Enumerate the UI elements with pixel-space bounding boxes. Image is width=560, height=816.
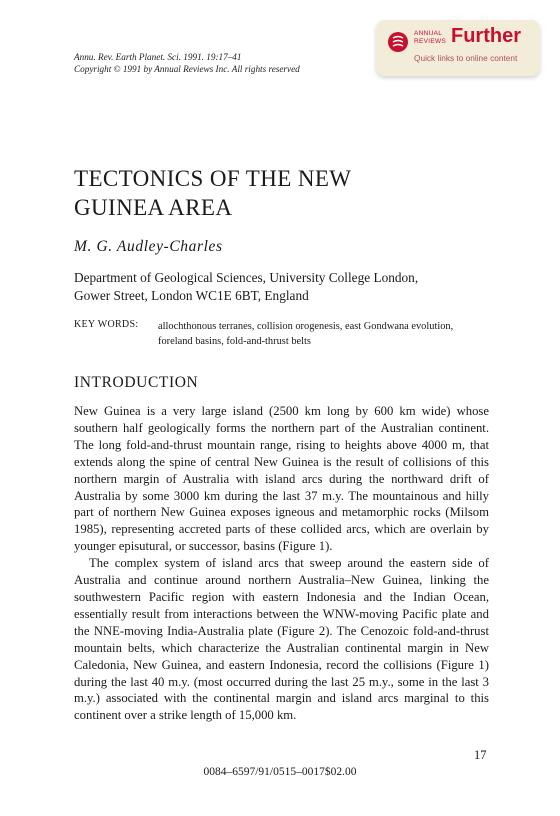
paragraph-1: New Guinea is a very large island (2500 km long by 600 km wide) whose southern half geologically forms the northern part of the Australian continent. The long fold-and-thrust mountain range, rising to heights above 4000 m, that extends along the spine of central New Guinea is the result of collisions of this northern margin of Australia with island arcs during the northward drift of Australia by some 3000 km during the last 37 m.y. The mountainous and hilly part of northern New Guinea exposes igneous and metamorphic rocks (Milsom 1985), representing accreted parts of these collided arcs, which are overlain by younger episutural, or successor, basins (Figure 1).	[74, 404, 489, 554]
author-affiliation	[74, 269, 418, 305]
annual-reviews-logo-icon	[388, 32, 408, 52]
article-title	[74, 164, 374, 222]
citation-copyright-line: Copyright © 1991 by Annual Reviews Inc. All rights reserved	[74, 64, 300, 74]
affiliation-line-1: Department of Geological Sciences, University College London,	[74, 270, 419, 285]
issn-price-line: 0084–6597/91/0515–0017$02.00	[203, 766, 357, 778]
journal-citation	[74, 51, 300, 75]
further-wordmark: Further	[451, 25, 521, 47]
paragraph-2: The complex system of island arcs that sweep around the eastern side of Australia and continue around northern Australia–New Guinea, linking the southwestern Pacific region with eastern Indonesia and the Indian Ocean, essentially result from interactions between the WNW-moving Pacific plate and the NNE-moving India-Australia plate (Figure 2). The Cenozoic fold-and-thrust mountain belts, which characterize the Australian continental margin in New Caledonia, New Guinea, and eastern Indonesia, record the collisions (Figure 1) during the last 40 m.y. (most occurred during the last 25 m.y., some in the last 3 m.y.) associated with the continental margin and island arcs marginal to this continent over a strike length of 15,000 km.	[74, 556, 489, 723]
citation-journal-line: Annu. Rev. Earth Planet. Sci. 1991. 19:17–41	[74, 52, 242, 62]
page-number: 17	[474, 748, 487, 762]
further-links-badge[interactable]	[376, 20, 540, 76]
article-title-text: TECTONICS OF THE NEW GUINEA AREA	[74, 166, 351, 220]
affiliation-line-2: Gower Street, London WC1E 6BT, England	[74, 288, 309, 303]
annual-reviews-wordmark: ANNUAL REVIEWS	[414, 30, 447, 45]
further-tagline: Quick links to online content	[414, 53, 518, 63]
key-words-label: KEY WORDS:	[74, 319, 139, 330]
section-heading: INTRODUCTION	[74, 374, 199, 391]
body-text	[74, 403, 489, 724]
author-name: M. G. Audley-Charles	[74, 238, 223, 255]
key-words-text: allochthonous terranes, collision orogenesis, east Gondwana evolution, foreland basins, fold-and-thrust belts	[158, 321, 454, 347]
